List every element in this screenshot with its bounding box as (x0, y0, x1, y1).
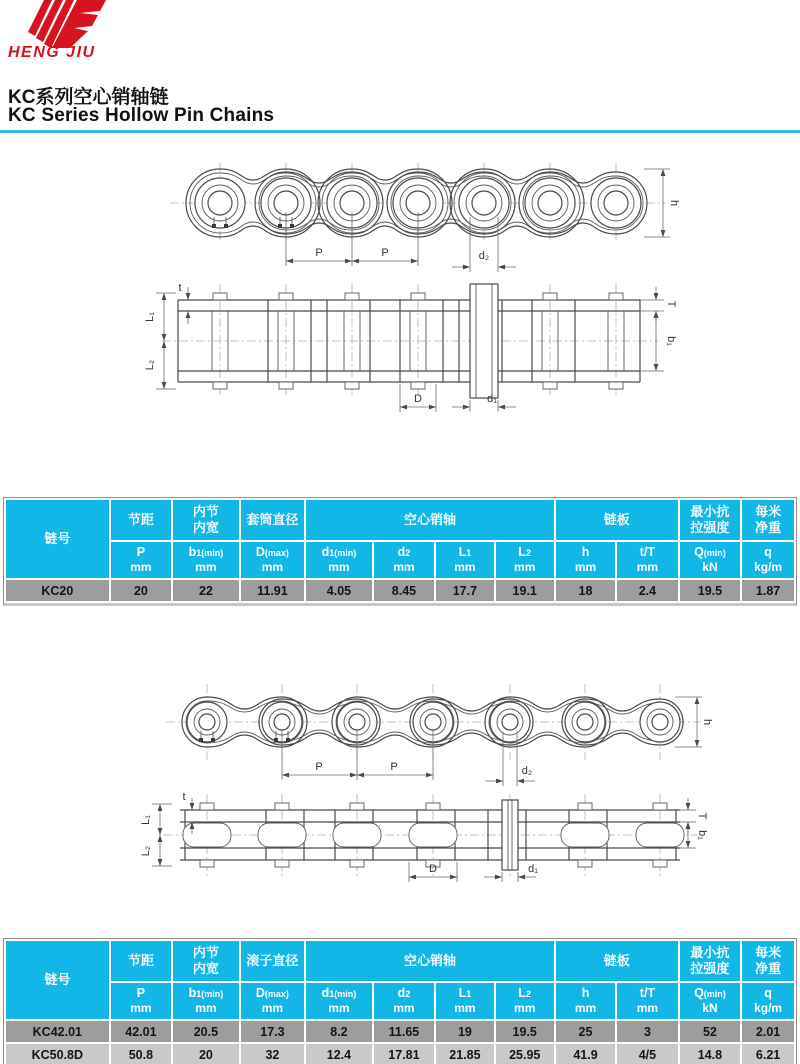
cell-value: 20.5 (173, 1021, 238, 1042)
header-group: 链板 (556, 500, 678, 540)
header-group: 滚子直径 (241, 941, 305, 981)
header-group: 空心销轴 (306, 941, 554, 981)
header-group: 每米 净重 (742, 500, 794, 540)
cell-value: 19 (436, 1021, 493, 1042)
header-group: 每米 净重 (742, 941, 794, 981)
cell-value: 25 (556, 1021, 615, 1042)
cell-value: 32 (241, 1044, 305, 1064)
cell-value: 11.91 (241, 580, 305, 601)
header-symbol-unit: t/T mm (617, 542, 678, 578)
cell-value: 18 (556, 580, 615, 601)
dim-label-h: h (701, 718, 713, 726)
header-symbol-unit: L1 mm (436, 983, 493, 1019)
header-group: 节距 (111, 941, 172, 981)
header-group: 最小抗 拉强度 (680, 500, 741, 540)
header-group: 节距 (111, 500, 172, 540)
cell-chain-no: KC50.8D (6, 1044, 109, 1064)
header-symbol-unit: P mm (111, 983, 172, 1019)
header-symbol-unit: L1 mm (436, 542, 493, 578)
cell-value: 42.01 (111, 1021, 172, 1042)
dim-label-p2: P (381, 247, 389, 259)
dim-label-D: D (429, 863, 437, 875)
dim-label-p1: P (315, 761, 323, 773)
spec-table-kc42 (3, 938, 797, 1064)
cell-value: 3 (617, 1021, 678, 1042)
header-symbol-unit: h mm (556, 983, 615, 1019)
header-symbol-unit: b1(min) mm (173, 542, 238, 578)
header-chain-no: 链号 (6, 941, 109, 1019)
cell-value: 19.5 (496, 1021, 554, 1042)
header-symbol-unit: P mm (111, 542, 172, 578)
kc42-technical-drawing (0, 660, 800, 910)
cell-value: 8.45 (374, 580, 435, 601)
header-symbol-unit: d1(min) mm (306, 542, 371, 578)
header-group: 内节 内宽 (173, 941, 238, 981)
page-title-en: KC Series Hollow Pin Chains (8, 105, 275, 126)
cell-value: 6.21 (742, 1044, 794, 1064)
dim-label-D: D (414, 393, 422, 405)
dim-label-d1: d₁ (487, 393, 497, 405)
header-symbol-unit: L2 mm (496, 542, 554, 578)
cell-value: 2.01 (742, 1021, 794, 1042)
header-symbol-unit: h mm (556, 542, 615, 578)
dim-label-d2: d₂ (521, 765, 533, 777)
cell-value: 52 (680, 1021, 741, 1042)
cell-value: 1.87 (742, 580, 794, 601)
dim-label-l1: L₁ (144, 312, 156, 322)
header-group: 链板 (556, 941, 678, 981)
cell-chain-no: KC42.01 (6, 1021, 109, 1042)
dim-label-l1: L₁ (140, 815, 152, 825)
dim-label-T: T (665, 300, 677, 308)
kc20-technical-drawing (0, 150, 800, 450)
header-symbol-unit: t/T mm (617, 983, 678, 1019)
table-row (6, 1021, 794, 1042)
cell-value: 41.9 (556, 1044, 615, 1064)
cell-value: 2.4 (617, 580, 678, 601)
header-symbol-unit: Q(min) kN (680, 983, 741, 1019)
cell-value: 20 (111, 580, 172, 601)
header-group: 内节 内宽 (173, 500, 238, 540)
cell-value: 21.85 (436, 1044, 493, 1064)
header-symbol-unit: d2 mm (374, 983, 435, 1019)
hengjiu-logo-icon (8, 0, 118, 48)
table-row (6, 580, 794, 601)
header-chain-no: 链号 (6, 500, 109, 578)
header-group: 套筒直径 (241, 500, 305, 540)
header-group: 空心销轴 (306, 500, 554, 540)
dim-label-b1: b₁ (665, 336, 677, 346)
dim-label-d1: d₁ (528, 863, 538, 875)
cell-value: 25.95 (496, 1044, 554, 1064)
header-symbol-unit: q kg/m (742, 983, 794, 1019)
cell-value: 12.4 (306, 1044, 371, 1064)
dim-label-t: t (182, 791, 186, 803)
cell-value: 19.1 (496, 580, 554, 601)
header-symbol-unit: Q(min) kN (680, 542, 741, 578)
cell-value: 17.3 (241, 1021, 305, 1042)
dim-label-d2: d₂ (478, 250, 490, 262)
cell-value: 4.05 (306, 580, 371, 601)
header-symbol-unit: b1(min) mm (173, 983, 238, 1019)
dim-label-l2: L₂ (140, 845, 152, 857)
brand-name: HENG JIU (8, 44, 96, 61)
cell-value: 11.65 (374, 1021, 435, 1042)
header-symbol-unit: d1(min) mm (306, 983, 371, 1019)
dim-label-b1: b₁ (696, 830, 708, 840)
page-title-zh: KC系列空心销轴链 (8, 87, 169, 108)
header-symbol-unit: L2 mm (496, 983, 554, 1019)
dim-label-h: h (668, 199, 680, 207)
cell-value: 17.81 (374, 1044, 435, 1064)
spec-table-kc20 (3, 497, 797, 606)
table-row (6, 1044, 794, 1064)
header-symbol-unit: q kg/m (742, 542, 794, 578)
cell-value: 50.8 (111, 1044, 172, 1064)
cell-value: 20 (173, 1044, 238, 1064)
dim-label-l2: L₂ (144, 359, 156, 371)
header-symbol-unit: D(max) mm (241, 983, 305, 1019)
cell-value: 17.7 (436, 580, 493, 601)
dim-label-p2: P (390, 761, 398, 773)
dim-label-t: t (178, 282, 182, 294)
cell-chain-no: KC20 (6, 580, 109, 601)
cell-value: 19.5 (680, 580, 741, 601)
cell-value: 4/5 (617, 1044, 678, 1064)
header-symbol-unit: D(max) mm (241, 542, 305, 578)
title-divider (0, 130, 800, 133)
header-group: 最小抗 拉强度 (680, 941, 741, 981)
cell-value: 8.2 (306, 1021, 371, 1042)
cell-value: 14.8 (680, 1044, 741, 1064)
dim-label-p1: P (315, 247, 323, 259)
dim-label-T: T (696, 812, 708, 820)
brand-block (8, 0, 118, 64)
cell-value: 22 (173, 580, 238, 601)
header-symbol-unit: d2 mm (374, 542, 435, 578)
